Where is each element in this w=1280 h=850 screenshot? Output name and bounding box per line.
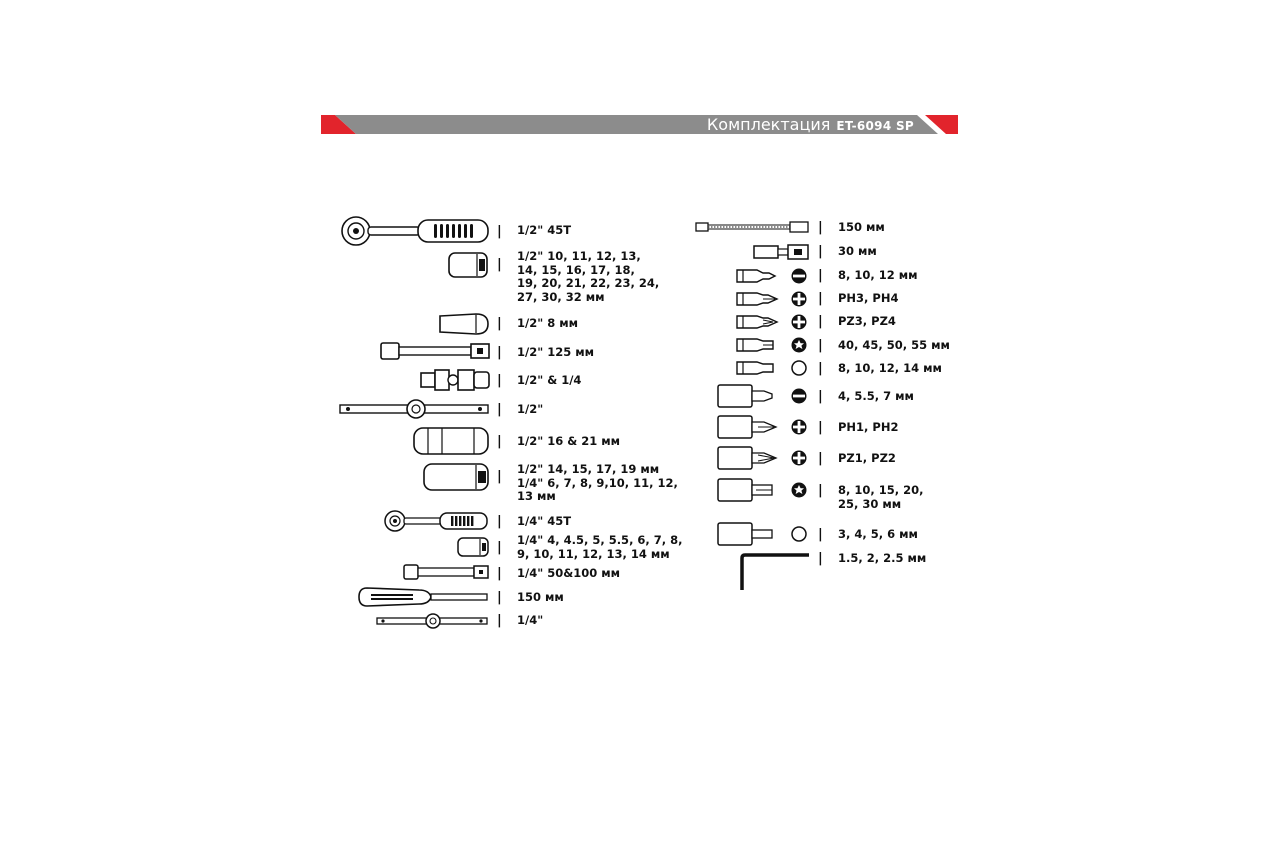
flexible-extension-icon	[694, 221, 810, 233]
hex-bit-socket-icon	[716, 521, 810, 547]
banner-title-group	[707, 115, 914, 134]
separator: |	[818, 451, 823, 466]
slotted-bit-socket-icon	[716, 383, 810, 409]
torx-bit-socket-icon	[716, 477, 810, 503]
separator: |	[497, 613, 502, 628]
separator: |	[497, 566, 502, 581]
separator: |	[497, 402, 502, 417]
separator: |	[497, 540, 502, 555]
item-label: PZ3, PZ4	[838, 314, 896, 328]
hex-bit-icon	[735, 359, 809, 377]
phillips-bit-socket-icon	[716, 414, 810, 440]
item-label: 1/2" 14, 15, 17, 19 мм 1/4" 6, 7, 8, 9,10, 11, 12, 13 мм	[517, 462, 678, 503]
small-t-bar-icon	[375, 612, 489, 630]
item-label: 1/2" & 1/4	[517, 373, 582, 387]
item-label: 30 мм	[838, 244, 877, 258]
item-label: 1/4" 45T	[517, 514, 572, 528]
small-socket-icon	[456, 536, 490, 558]
item-label: PZ1, PZ2	[838, 451, 896, 465]
item-label: 8, 10, 12, 14 мм	[838, 361, 942, 375]
separator: |	[497, 590, 502, 605]
header-banner	[321, 115, 958, 134]
separator: |	[818, 338, 823, 353]
separator: |	[818, 551, 823, 566]
item-label: 1/2" 16 & 21 мм	[517, 434, 621, 448]
separator: |	[497, 434, 502, 449]
item-label: PH1, PH2	[838, 420, 899, 434]
separator: |	[497, 373, 502, 388]
separator: |	[818, 314, 823, 329]
slotted-bit-icon	[735, 267, 809, 285]
item-label: 40, 45, 50, 55 мм	[838, 338, 950, 352]
phillips-bit-icon	[735, 290, 809, 308]
separator: |	[497, 224, 502, 239]
extension-bar-icon	[379, 341, 491, 361]
item-label: 1/4"	[517, 613, 544, 627]
torx-bit-icon	[735, 336, 809, 354]
separator: |	[497, 257, 502, 272]
separator: |	[818, 244, 823, 259]
item-label: 1/2" 125 мм	[517, 345, 595, 359]
item-label: PH3, PH4	[838, 291, 899, 305]
separator: |	[497, 514, 502, 529]
item-label: 1/4" 4, 4.5, 5, 5.5, 6, 7, 8, 9, 10, 11, 12, 13, 14 мм	[517, 533, 683, 561]
small-extension-icon	[402, 563, 490, 581]
item-label: 1.5, 2, 2.5 мм	[838, 551, 927, 565]
universal-joint-icon	[419, 368, 491, 392]
item-label: 8, 10, 15, 20, 25, 30 мм	[838, 483, 924, 511]
separator: |	[818, 527, 823, 542]
separator: |	[497, 469, 502, 484]
screwdriver-handle-icon	[357, 586, 489, 608]
separator: |	[818, 389, 823, 404]
item-label: 1/4" 50&100 мм	[517, 566, 621, 580]
item-label: 150 мм	[838, 220, 885, 234]
item-label: 150 мм	[517, 590, 564, 604]
separator: |	[818, 268, 823, 283]
item-label: 1/2"	[517, 402, 544, 416]
separator: |	[818, 420, 823, 435]
separator: |	[818, 291, 823, 306]
t-bar-handle-icon	[338, 398, 490, 420]
item-label: 1/2" 10, 11, 12, 13, 14, 15, 16, 17, 18, 19, 20, 21, 22, 23, 24, 27, 30, 32 мм	[517, 249, 660, 304]
spark-plug-socket-icon	[436, 312, 490, 336]
model-number: ET-6094 SP	[836, 119, 914, 133]
hex-key-icon	[739, 552, 811, 592]
short-socket-icon	[447, 251, 489, 279]
item-label: 1/2" 45T	[517, 223, 572, 237]
page-title: Комплектация	[706, 115, 831, 134]
pozidriv-bit-socket-icon	[716, 445, 810, 471]
item-label: 8, 10, 12 мм	[838, 268, 918, 282]
separator: |	[818, 361, 823, 376]
bit-adapter-icon	[752, 243, 810, 261]
ratchet-icon	[338, 216, 490, 246]
pozidriv-bit-icon	[735, 313, 809, 331]
deep-socket-icon	[422, 462, 490, 492]
item-label: 3, 4, 5, 6 мм	[838, 527, 918, 541]
spark-plug-deep-socket-icon	[412, 426, 490, 456]
separator: |	[497, 316, 502, 331]
small-ratchet-icon	[383, 510, 489, 532]
separator: |	[818, 220, 823, 235]
item-label: 1/2" 8 мм	[517, 316, 579, 330]
item-label: 4, 5.5, 7 мм	[838, 389, 914, 403]
separator: |	[818, 483, 823, 498]
separator: |	[497, 345, 502, 360]
